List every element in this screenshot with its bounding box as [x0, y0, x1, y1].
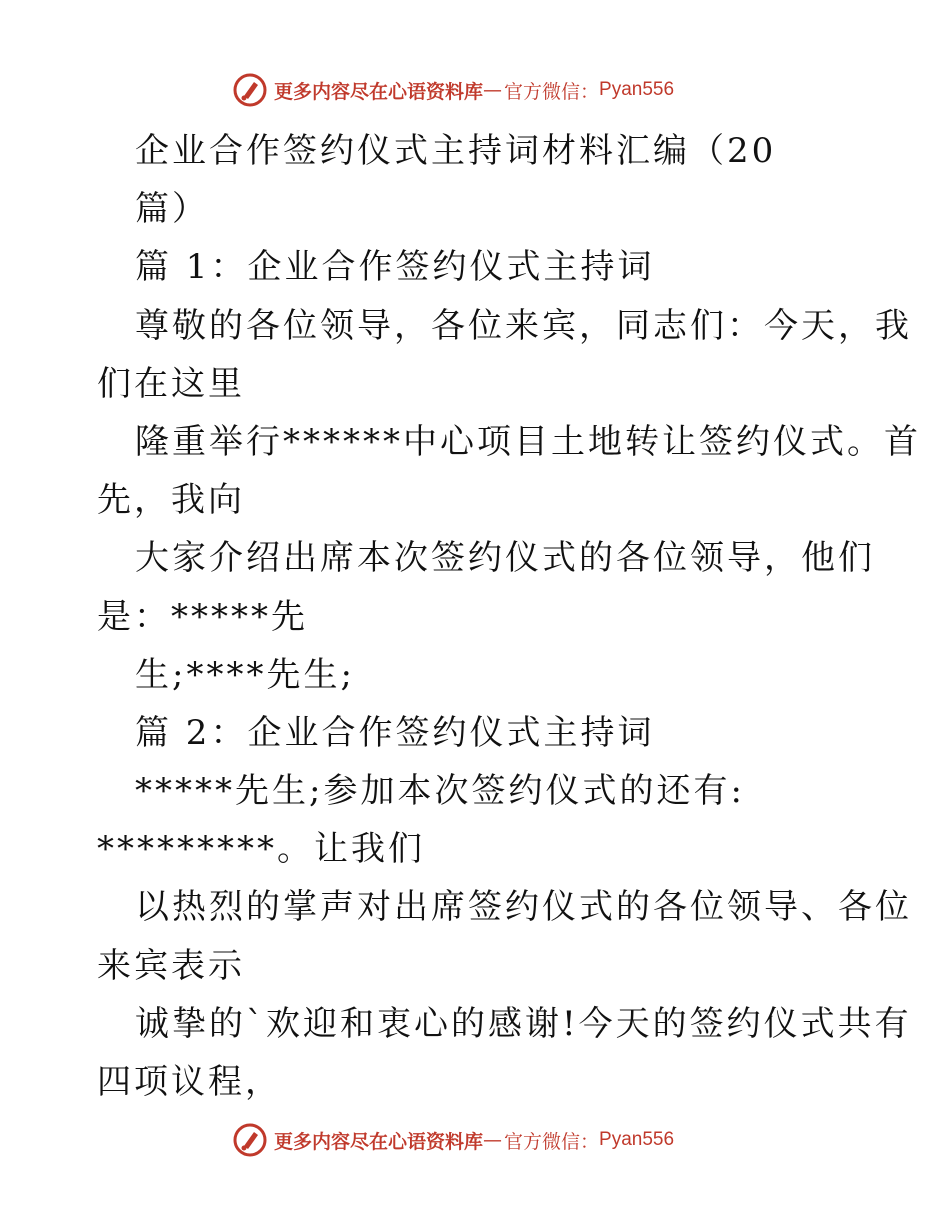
paragraph-line: 是：*****先: [97, 596, 308, 637]
watermark-official-label: 官方微信：: [504, 80, 600, 103]
watermark-dash: —: [483, 79, 503, 101]
paragraph-line: 先，我向: [97, 480, 245, 521]
watermark-footer: [232, 1122, 674, 1158]
paragraph-line: 以热烈的掌声对出席签约仪式的各位领导、各位: [135, 887, 912, 928]
watermark-text: 更多内容尽在心语资料库: [274, 80, 484, 103]
paragraph-line: 隆重举行******中心项目土地转让签约仪式。首: [135, 421, 921, 462]
watermark-official-label: 官方微信：: [504, 1130, 600, 1153]
document-body: [97, 122, 921, 1111]
paragraph-line: 诚挚的`欢迎和衷心的感谢!今天的签约仪式共有: [135, 1003, 912, 1044]
paragraph-line: *****先生;参加本次签约仪式的还有:: [135, 771, 745, 812]
paragraph-line: 尊敬的各位领导，各位来宾，同志们：今天，我: [135, 305, 912, 346]
logo-icon: [232, 72, 268, 108]
section-heading-1: 篇 1：企业合作签约仪式主持词: [135, 247, 655, 288]
document-title-line-2: 篇）: [135, 189, 209, 230]
paragraph-line: *********。让我们: [97, 829, 425, 870]
watermark-header: [232, 72, 674, 108]
document-title-line-1: 企业合作签约仪式主持词材料汇编（20: [135, 131, 777, 171]
watermark-dash: —: [483, 1129, 503, 1151]
paragraph-line: 来宾表示: [97, 945, 245, 986]
logo-icon: [232, 1122, 268, 1158]
watermark-text: 更多内容尽在心语资料库: [274, 1130, 484, 1153]
paragraph-line: 们在这里: [97, 363, 245, 404]
section-heading-2: 篇 2：企业合作签约仪式主持词: [135, 712, 655, 753]
watermark-wechat-id: Pyan556: [599, 1129, 675, 1150]
paragraph-line: 四项议程，: [97, 1062, 282, 1102]
watermark-wechat-id: Pyan556: [599, 79, 675, 100]
paragraph-line: 生;****先生;: [135, 654, 355, 695]
paragraph-line: 大家介绍出席本次签约仪式的各位领导，他们: [135, 538, 875, 579]
